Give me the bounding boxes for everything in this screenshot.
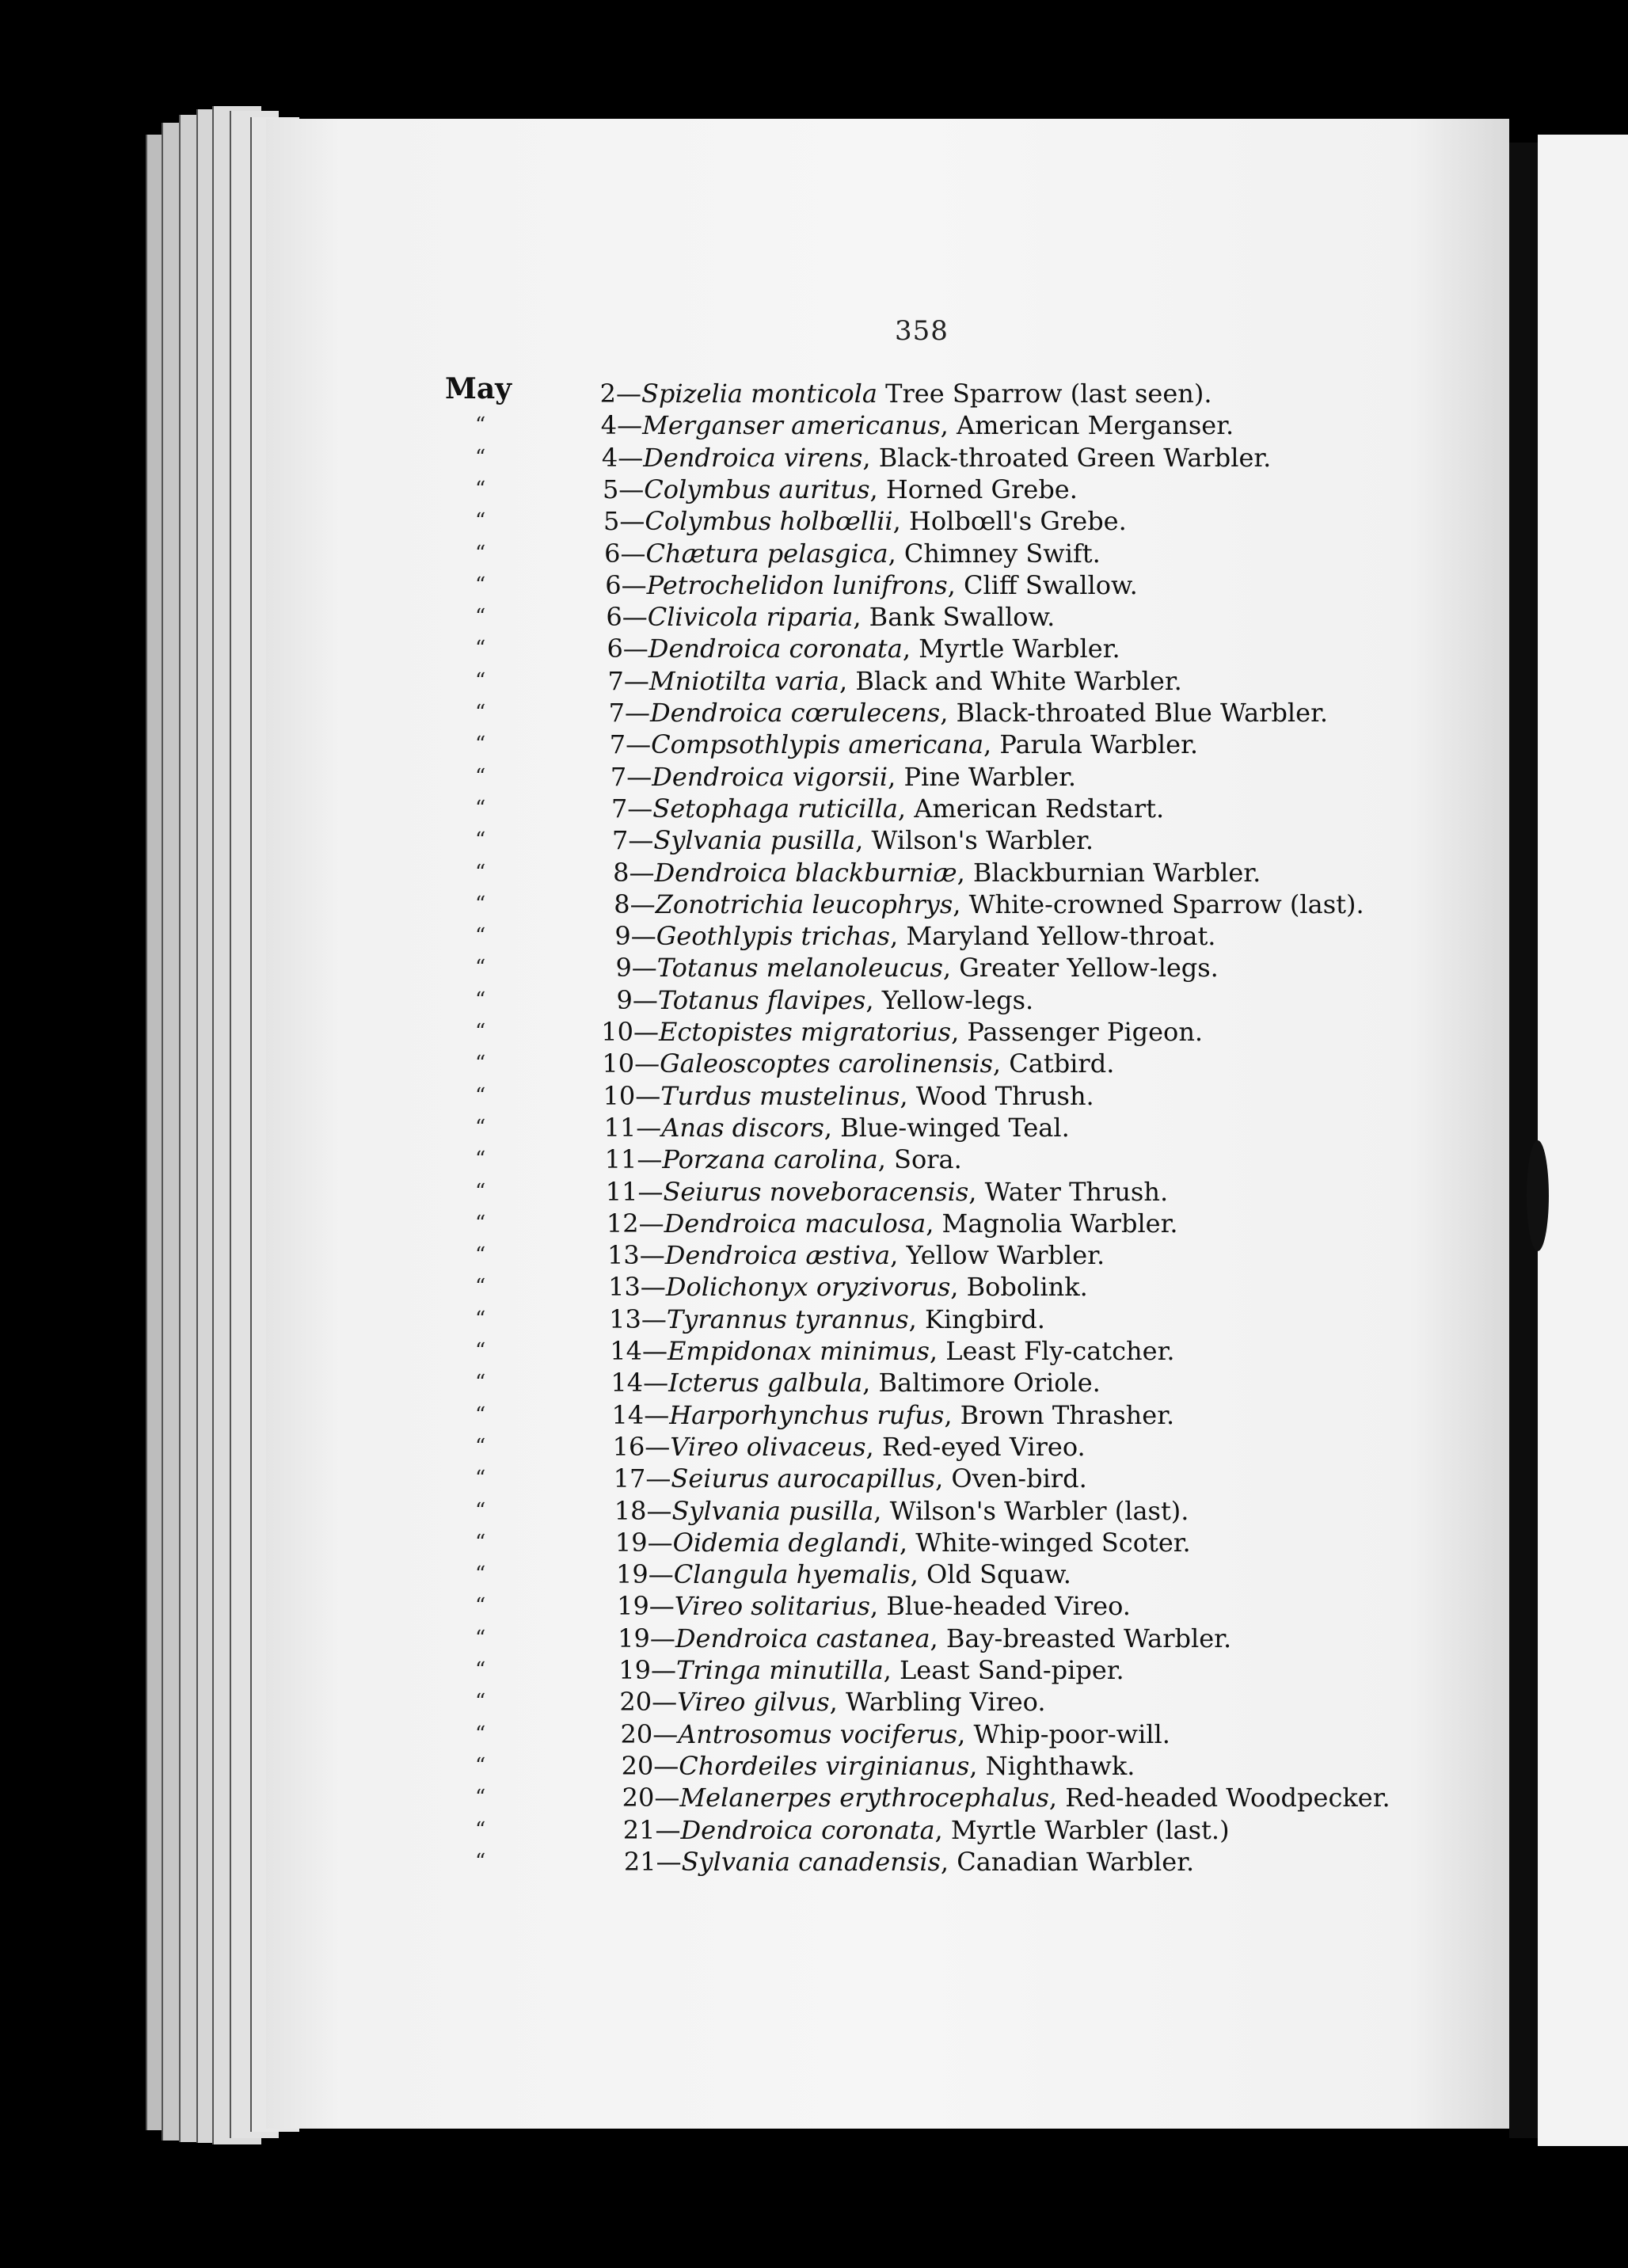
entry-day: 19 [618,1623,650,1653]
ditto-mark: “ [475,1371,486,1395]
ditto-mark: “ [475,1211,486,1235]
entry-day: 4 [601,442,618,473]
list-item [565,1048,1114,1079]
list-item [571,1272,1088,1302]
ditto-mark: “ [475,1626,486,1650]
entry-day: 10 [602,1048,635,1079]
list-item [555,698,1328,728]
ditto-mark: “ [475,1147,486,1172]
entry-day: 7 [612,825,629,856]
entry-common-name: , White-winged Scoter. [899,1527,1191,1558]
entry-common-name: , Holbœll's Grebe. [892,506,1127,537]
entry-scientific-name: Setophaga ruticilla [652,793,898,824]
entry-day: 4 [600,410,618,441]
entry-scientific-name: Totanus flavipes [657,984,866,1015]
entry-scientific-name: Chordeiles virginianus [679,1750,970,1781]
list-item [575,1432,1085,1462]
entry-scientific-name: Compsothlypis americana [651,729,984,760]
list-item [578,1528,1191,1558]
list-item [549,474,1078,504]
entry-day: 19 [615,1559,649,1590]
ditto-mark: “ [475,701,486,725]
entry-day: 20 [620,1718,653,1749]
entry-scientific-name: Dendroica cœrulecens [650,698,941,728]
list-item [579,1559,1071,1589]
list-item [557,762,1076,792]
entry-day: 6 [606,602,622,633]
entry-day: 18 [614,1495,647,1526]
entry-day: 19 [618,1655,651,1685]
entry-scientific-name: Harporhynchus rufus [669,1399,945,1430]
ditto-mark: “ [475,1179,486,1204]
ditto-mark: “ [475,1817,486,1842]
entry-day: 14 [610,1336,642,1366]
entry-common-name: , Yellow-legs. [865,984,1034,1015]
entry-day: 5 [602,474,619,504]
list-item [546,379,1212,409]
entry-scientific-name: Spizelia monticola [641,379,877,409]
entry-day: 13 [607,1240,640,1271]
entry-day: 16 [612,1431,645,1462]
entry-common-name: , Magnolia Warbler. [926,1208,1178,1239]
entry-day: 6 [605,569,622,600]
entry-day: 10 [601,1017,633,1047]
ditto-mark: “ [475,1562,486,1587]
entry-day: 20 [622,1783,655,1813]
entry-scientific-name: Petrochelidon lunifrons [646,569,948,600]
entry-scientific-name: Clangula hyemalis [673,1559,911,1590]
entry-common-name: , Red-headed Woodpecker. [1048,1783,1390,1813]
entry-common-name: , Canadian Warbler. [940,1846,1195,1877]
entry-scientific-name: Dendroica virens [643,442,863,473]
list-item [563,985,1033,1015]
binding-shadow [1527,1140,1549,1251]
entry-day: 9 [616,984,633,1015]
list-item [566,1113,1069,1143]
entry-scientific-name: Sylvania pusilla [653,825,856,856]
entry-dash: — [641,1303,667,1334]
ditto-mark: “ [475,1402,486,1427]
entry-scientific-name: Sylvania pusilla [671,1495,874,1526]
ditto-mark: “ [475,1498,486,1523]
entry-scientific-name: Seiurus noveboracensis [663,1176,969,1207]
entry-scientific-name: Colymbus holbœllii [645,506,893,537]
ditto-mark: “ [475,1307,486,1331]
entry-common-name: , Horned Grebe. [869,474,1078,504]
entry-dash: — [620,538,646,569]
ditto-mark: “ [475,509,486,534]
entry-dash: — [618,474,645,504]
entry-dash: — [626,729,652,760]
entry-day: 2 [599,379,616,409]
entry-dash: — [654,1783,680,1813]
list-item [570,1240,1105,1270]
ditto-mark: “ [475,668,486,693]
entry-scientific-name: Merganser americanus [642,410,941,441]
entry-dash: — [631,953,657,984]
entry-common-name: , Warbling Vireo. [829,1687,1046,1718]
ditto-mark: “ [475,1530,486,1554]
list-item [580,1591,1131,1621]
entry-common-name: , Red-eyed Vireo. [865,1431,1086,1462]
list-item [554,666,1182,696]
entry-dash: — [617,410,643,441]
entry-day: 7 [607,665,624,696]
entry-dash: — [642,1336,668,1366]
list-item [580,1623,1231,1653]
entry-common-name: , Myrtle Warbler (last.) [934,1814,1230,1845]
entry-dash: — [649,1623,675,1653]
entry-dash: — [634,1048,660,1079]
entry-dash: — [633,1017,659,1047]
entry-scientific-name: Melanerpes erythrocephalus [679,1783,1049,1813]
entry-common-name: , Bank Swallow. [853,602,1056,633]
entry-day: 13 [609,1303,641,1334]
entry-day: 11 [603,1112,637,1143]
entry-day: 21 [623,1846,656,1877]
list-item [582,1687,1045,1717]
entry-dash: — [649,1591,675,1622]
ditto-mark: “ [475,987,486,1012]
list-item [573,1368,1101,1398]
ditto-mark: “ [475,1849,486,1874]
entry-day: 13 [608,1272,641,1303]
entry-dash: — [647,1527,673,1558]
list-item [556,729,1198,759]
entry-scientific-name: Dendroica coronata [680,1814,935,1845]
entry-day: 7 [610,793,628,824]
list-item [583,1719,1170,1749]
entry-dash: — [622,602,648,633]
entry-day: 20 [621,1750,654,1781]
entry-scientific-name: Dendroica coronata [648,634,903,664]
entry-dash: — [635,1080,661,1111]
entry-common-name: , Pine Warbler. [888,761,1077,792]
ditto-mark: “ [475,1786,486,1810]
entry-day: 10 [603,1080,636,1111]
entry-dash: — [625,698,650,728]
entry-dash: — [629,857,655,888]
entry-scientific-name: Chætura pelasgica [645,538,888,569]
entry-scientific-name: Dendroica æstiva [664,1240,891,1271]
list-item [577,1496,1189,1526]
entry-common-name: , Parula Warbler. [983,729,1199,760]
ditto-mark: “ [475,924,486,949]
list-item [576,1463,1086,1494]
entry-dash: — [637,1176,664,1207]
list-item [561,921,1216,951]
entry-scientific-name: Dendroica maculosa [664,1208,926,1239]
entry-common-name: , Wood Thrush. [900,1080,1094,1111]
ditto-mark: “ [475,1658,486,1682]
entry-scientific-name: Oidemia deglandi [672,1527,900,1558]
ditto-mark: “ [475,1434,486,1459]
list-item [572,1336,1175,1366]
entry-dash: — [646,1495,672,1526]
entry-common-name: Tree Sparrow (last seen). [877,379,1212,409]
list-item [587,1847,1195,1877]
entry-common-name: , Kingbird. [908,1303,1045,1334]
ditto-mark: “ [475,1083,486,1108]
entry-dash: — [627,793,653,824]
entry-dash: — [621,569,647,600]
list-item [550,506,1126,536]
list-item [553,602,1056,632]
entry-dash: — [655,1814,681,1845]
entry-scientific-name: Turdus mustelinus [660,1080,900,1111]
entry-common-name: , Sora. [877,1144,962,1175]
entry-dash: — [645,1463,671,1494]
page-number: 358 [895,315,949,347]
entry-dash: — [656,1846,682,1877]
list-item [574,1400,1174,1430]
entry-dash: — [616,379,641,409]
entry-dash: — [643,1368,669,1398]
ditto-mark: “ [475,1690,486,1714]
list-item [572,1304,1045,1334]
entry-dash: — [636,1112,662,1143]
entry-common-name: , Chimney Swift. [888,538,1101,569]
list-item [567,1144,961,1174]
ditto-mark: “ [475,1467,486,1491]
entry-scientific-name: Dendroica vigorsii [652,761,888,792]
entry-scientific-name: Totanus melanoleucus [656,953,943,984]
entry-dash: — [630,921,656,952]
entry-common-name: , Catbird. [992,1048,1115,1079]
entry-day: 6 [604,538,621,569]
list-item [562,953,1219,983]
entry-scientific-name: Anas discors [661,1112,824,1143]
entry-scientific-name: Dendroica blackburniæ [654,857,957,888]
entry-day: 19 [617,1591,649,1622]
entry-common-name: , White-crowned Sparrow (last). [953,889,1364,919]
entry-common-name: , Black and White Warbler. [839,665,1182,696]
ditto-mark: “ [475,1339,486,1363]
list-item [558,825,1094,855]
entry-day: 8 [614,889,630,919]
list-item [586,1815,1230,1845]
entry-day: 7 [610,761,627,792]
ditto-mark: “ [475,796,486,820]
ditto-mark: “ [475,860,486,885]
entry-common-name: , American Redstart. [897,793,1165,824]
ditto-mark: “ [475,605,486,630]
entry-scientific-name: Clivicola riparia [647,602,854,633]
entry-scientific-name: Sylvania canadensis [681,1846,941,1877]
list-item [565,1081,1094,1111]
entry-dash: — [644,1399,670,1430]
entry-scientific-name: Zonotrichia leucophrys [655,889,953,919]
entry-dash: — [630,889,656,919]
entry-scientific-name: Tyrannus tyrannus [666,1303,909,1334]
entry-common-name: , Blue-headed Vireo. [869,1591,1131,1622]
entry-day: 8 [613,857,630,888]
ditto-mark: “ [475,828,486,853]
entry-scientific-name: Seiurus aurocapillus [671,1463,936,1494]
entry-common-name: , Black-throated Green Warbler. [862,442,1272,473]
list-item [581,1655,1124,1685]
ditto-mark: “ [475,1722,486,1746]
entry-day: 20 [619,1687,652,1718]
entry-common-name: , American Merganser. [940,410,1234,441]
entry-day: 12 [606,1208,639,1239]
entry-common-name: , Least Sand-piper. [883,1655,1124,1685]
ditto-mark: “ [475,541,486,565]
entry-common-name: , Blue-winged Teal. [824,1112,1070,1143]
entry-scientific-name: Porzana carolina [662,1144,878,1175]
ditto-mark: “ [475,733,486,757]
entry-common-name: , Whip-poor-will. [957,1718,1170,1749]
entry-day: 9 [614,921,631,952]
entry-day: 6 [607,634,623,664]
entry-common-name: , Baltimore Oriole. [862,1368,1101,1398]
entry-scientific-name: Galeoscoptes carolinensis [660,1048,993,1079]
entry-day: 7 [608,698,625,728]
entry-dash: — [648,1559,674,1590]
book-spine [1509,143,1538,2138]
entry-common-name: , Passenger Pigeon. [951,1017,1204,1047]
ditto-mark: “ [475,1115,486,1140]
entry-common-name: , Maryland Yellow-throat. [889,921,1216,952]
entry-common-name: , Least Fly-catcher. [929,1336,1175,1366]
entry-dash: — [653,1750,679,1781]
ditto-mark: “ [475,1020,486,1044]
entry-common-name: , Old Squaw. [910,1559,1071,1590]
entry-dash: — [651,1655,676,1685]
entry-common-name: , Nighthawk. [969,1750,1135,1781]
ditto-mark: “ [475,445,486,470]
entry-day: 14 [610,1368,644,1398]
list-item [561,889,1364,919]
entry-common-name: , Wilson's Warbler. [855,825,1094,856]
entry-day: 7 [609,729,626,760]
entry-dash: — [618,442,644,473]
month-heading: May [445,372,512,405]
ditto-mark: “ [475,413,486,438]
entry-dash: — [637,1144,663,1175]
entry-scientific-name: Vireo gilvus [677,1687,830,1718]
entry-dash: — [632,984,658,1015]
entry-common-name: , Brown Thrasher. [944,1399,1175,1430]
entry-common-name: , Yellow Warbler. [890,1240,1105,1271]
list-item [547,410,1234,440]
entry-scientific-name: Mniotilta varia [649,665,839,696]
ditto-mark: “ [475,573,486,597]
entry-scientific-name: Antrosomus vociferus [678,1718,958,1749]
entry-day: 9 [615,953,632,984]
entry-scientific-name: Dendroica castanea [675,1623,930,1653]
list-item [564,1017,1203,1047]
entry-dash: — [639,1240,665,1271]
entry-scientific-name: Vireo olivaceus [670,1431,866,1462]
entry-common-name: , Oven-bird. [935,1463,1087,1494]
entry-common-name: , Bobolink. [950,1272,1088,1303]
entry-common-name: , Myrtle Warbler. [902,634,1120,664]
entry-dash: — [622,634,649,664]
entry-common-name: , Wilson's Warbler (last). [873,1495,1189,1526]
entry-dash: — [623,665,649,696]
list-item [548,443,1271,473]
entry-dash: — [626,761,652,792]
entry-common-name: , Black-throated Blue Warbler. [940,698,1329,728]
entry-common-name: , Cliff Swallow. [947,569,1138,600]
entry-dash: — [628,825,654,856]
entry-common-name: , Blackburnian Warbler. [957,857,1261,888]
entry-dash: — [638,1208,664,1239]
ditto-mark: “ [475,1753,486,1778]
entry-common-name: , Bay-breasted Warbler. [930,1623,1232,1653]
list-item [569,1208,1178,1239]
list-item [584,1751,1135,1781]
entry-scientific-name: Dolichonyx oryzivorus [665,1272,951,1303]
entry-dash: — [652,1718,679,1749]
entry-dash: — [640,1272,666,1303]
ditto-mark: “ [475,956,486,980]
ditto-mark: “ [475,477,486,501]
entry-scientific-name: Ectopistes migratorius [659,1017,952,1047]
entry-day: 19 [614,1527,648,1558]
ditto-mark: “ [475,1275,486,1300]
list-item [560,858,1261,888]
ditto-mark: “ [475,637,486,661]
list-item [553,634,1120,664]
list-item [557,793,1164,824]
entry-day: 21 [622,1814,656,1845]
entry-scientific-name: Empidonax minimus [668,1336,930,1366]
entry-dash: — [619,506,645,537]
ditto-mark: “ [475,1243,486,1268]
entry-scientific-name: Geothlypis trichas [656,921,890,952]
entry-day: 11 [605,1176,638,1207]
entry-common-name: , Greater Yellow-legs. [942,953,1219,984]
list-item [552,570,1138,600]
ditto-mark: “ [475,892,486,916]
ditto-mark: “ [475,764,486,789]
entry-scientific-name: Tringa minutilla [676,1655,884,1685]
entry-scientific-name: Vireo solitarius [674,1591,870,1622]
list-item [569,1177,1169,1207]
list-item [551,538,1101,569]
entry-dash: — [652,1687,678,1718]
entry-day: 14 [611,1399,645,1430]
entry-day: 11 [604,1144,637,1175]
entry-common-name: , Water Thrush. [968,1176,1169,1207]
entry-day: 17 [613,1463,646,1494]
facing-page [1538,135,1628,2146]
entry-scientific-name: Icterus galbula [668,1368,863,1398]
entry-dash: — [645,1431,671,1462]
entry-day: 5 [603,506,620,537]
entry-scientific-name: Colymbus auritus [644,474,870,504]
ditto-mark: “ [475,1594,486,1619]
list-item [584,1783,1390,1813]
ditto-mark: “ [475,1052,486,1076]
